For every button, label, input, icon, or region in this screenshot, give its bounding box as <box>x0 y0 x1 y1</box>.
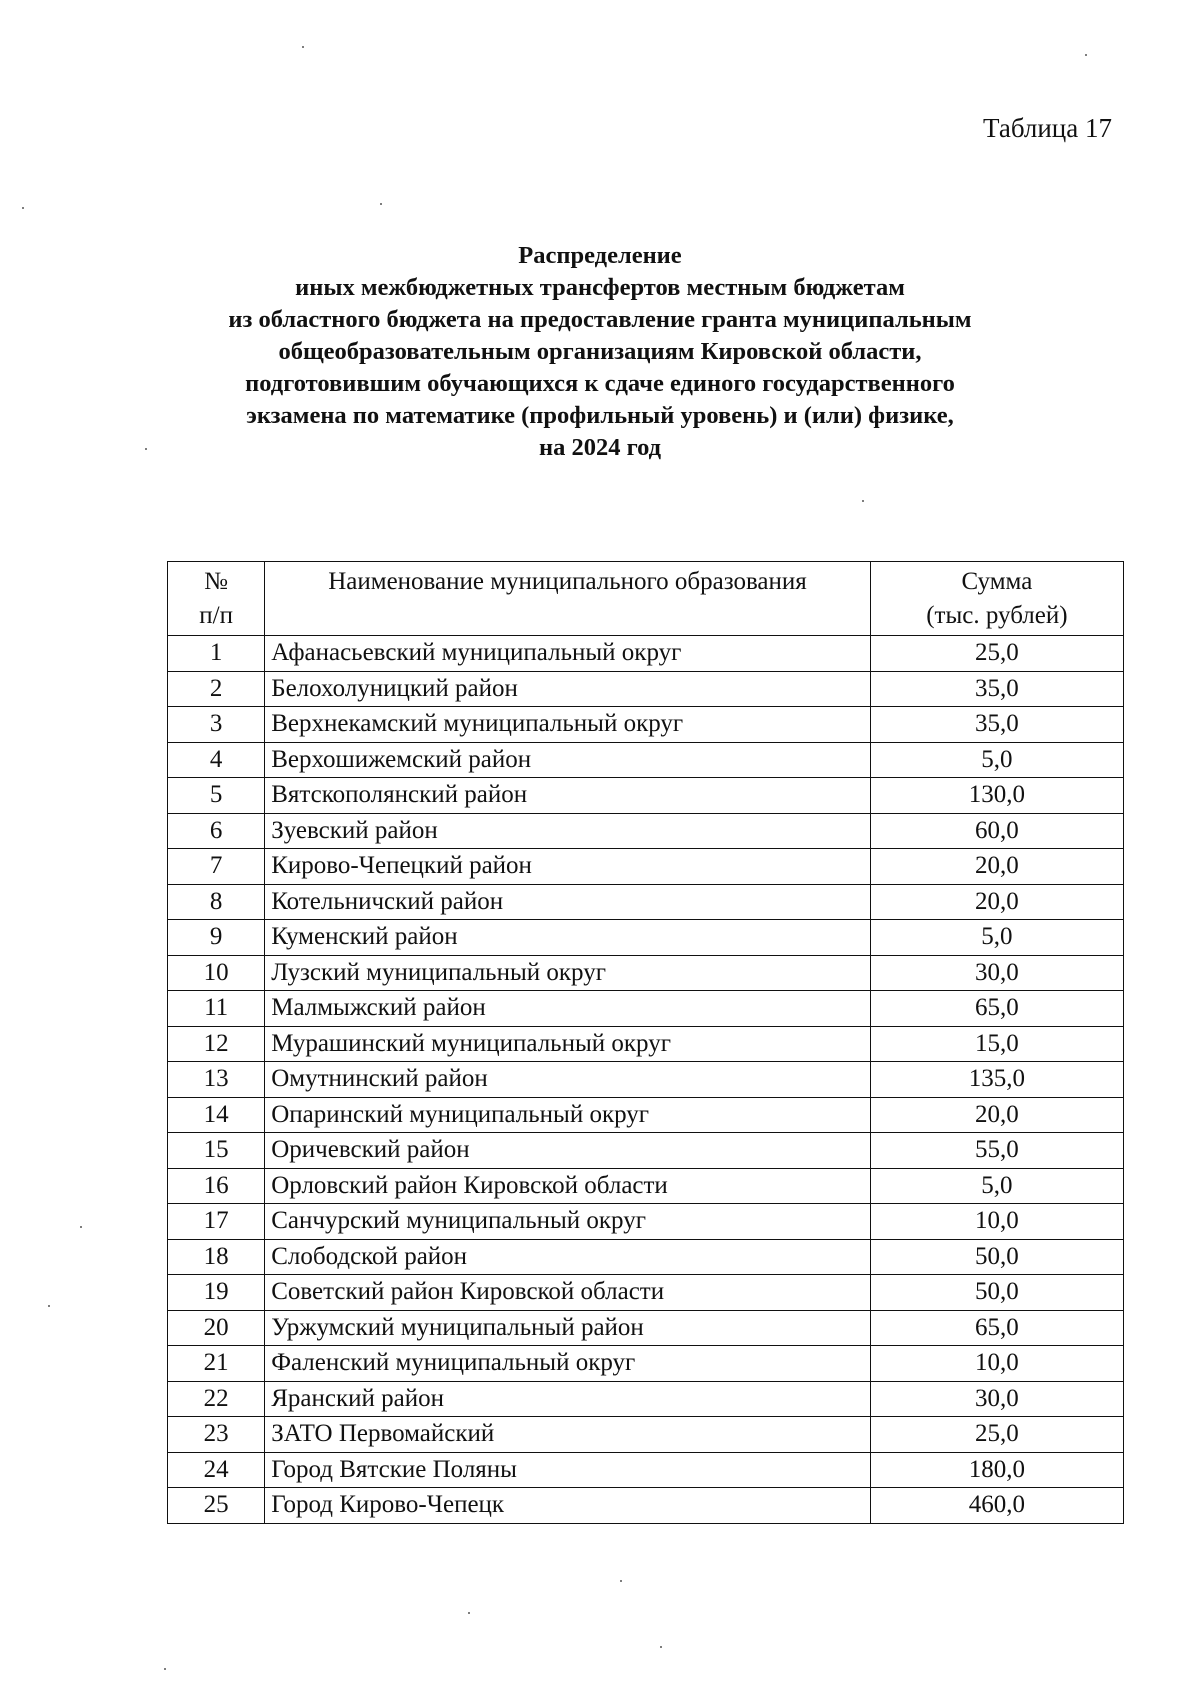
municipality-name-cell: ЗАТО Первомайский <box>265 1417 871 1453</box>
table-row <box>168 742 1124 778</box>
scan-speck <box>862 500 864 502</box>
table-row <box>168 1168 1124 1204</box>
table-row <box>168 813 1124 849</box>
amount-cell: 35,0 <box>870 671 1123 707</box>
municipality-name-cell: Советский район Кировской области <box>265 1275 871 1311</box>
table-row <box>168 1097 1124 1133</box>
scan-speck <box>620 1580 622 1582</box>
row-number-cell: 25 <box>168 1488 265 1524</box>
scan-speck <box>302 46 304 48</box>
amount-cell: 55,0 <box>870 1133 1123 1169</box>
column-header-name: Наименование муниципального образования <box>265 562 871 636</box>
row-number-cell: 11 <box>168 991 265 1027</box>
scan-speck <box>48 1305 50 1307</box>
column-header-sum <box>870 562 1123 636</box>
scan-speck <box>22 207 24 209</box>
scan-speck <box>164 1668 166 1670</box>
amount-cell: 460,0 <box>870 1488 1123 1524</box>
table-row <box>168 1381 1124 1417</box>
row-number-cell: 7 <box>168 849 265 885</box>
municipality-name-cell: Белохолуницкий район <box>265 671 871 707</box>
municipality-name-cell: Город Кирово-Чепецк <box>265 1488 871 1524</box>
amount-cell: 50,0 <box>870 1239 1123 1275</box>
row-number-cell: 20 <box>168 1310 265 1346</box>
row-number-cell: 4 <box>168 742 265 778</box>
heading-line: иных межбюджетных трансфертов местным бюджетам <box>295 274 905 301</box>
row-number-cell: 8 <box>168 884 265 920</box>
row-number-cell: 3 <box>168 707 265 743</box>
municipality-name-cell: Верхнекамский муниципальный округ <box>265 707 871 743</box>
amount-cell: 35,0 <box>870 707 1123 743</box>
municipality-name-cell: Верхошижемский район <box>265 742 871 778</box>
amount-cell: 20,0 <box>870 1097 1123 1133</box>
municipality-name-cell: Орловский район Кировской области <box>265 1168 871 1204</box>
row-number-cell: 13 <box>168 1062 265 1098</box>
table-row <box>168 955 1124 991</box>
table-row <box>168 707 1124 743</box>
municipality-name-cell: Фаленский муниципальный округ <box>265 1346 871 1382</box>
document-heading <box>150 240 1050 464</box>
municipality-name-cell: Мурашинский муниципальный округ <box>265 1026 871 1062</box>
amount-cell: 10,0 <box>870 1346 1123 1382</box>
table-row <box>168 1346 1124 1382</box>
municipality-name-cell: Санчурский муниципальный округ <box>265 1204 871 1240</box>
amount-cell: 65,0 <box>870 1310 1123 1346</box>
table-row <box>168 920 1124 956</box>
table-row <box>168 1239 1124 1275</box>
amount-cell: 65,0 <box>870 991 1123 1027</box>
amount-cell: 180,0 <box>870 1452 1123 1488</box>
heading-line: экзамена по математике (профильный уровень) и (или) физике, <box>246 402 954 429</box>
table-row <box>168 778 1124 814</box>
table-label: Таблица 17 <box>983 113 1112 143</box>
row-number-cell: 21 <box>168 1346 265 1382</box>
municipality-name-cell: Яранский район <box>265 1381 871 1417</box>
amount-cell: 20,0 <box>870 849 1123 885</box>
scan-speck <box>660 1646 662 1648</box>
amount-cell: 135,0 <box>870 1062 1123 1098</box>
table-row <box>168 1417 1124 1453</box>
table-row <box>168 1062 1124 1098</box>
scan-speck <box>1085 54 1087 56</box>
municipality-name-cell: Куменский район <box>265 920 871 956</box>
table-row <box>168 1488 1124 1524</box>
row-number-cell: 18 <box>168 1239 265 1275</box>
table-row <box>168 636 1124 672</box>
amount-cell: 25,0 <box>870 636 1123 672</box>
heading-line: на 2024 год <box>538 434 662 461</box>
scan-speck <box>468 1612 470 1614</box>
municipality-name-cell: Опаринский муниципальный округ <box>265 1097 871 1133</box>
row-number-cell: 23 <box>168 1417 265 1453</box>
row-number-cell: 15 <box>168 1133 265 1169</box>
amount-cell: 30,0 <box>870 1381 1123 1417</box>
row-number-cell: 24 <box>168 1452 265 1488</box>
municipality-name-cell: Афанасьевский муниципальный округ <box>265 636 871 672</box>
column-header-number <box>168 562 265 636</box>
row-number-cell: 12 <box>168 1026 265 1062</box>
municipality-name-cell: Вятскополянский район <box>265 778 871 814</box>
row-number-cell: 17 <box>168 1204 265 1240</box>
row-number-cell: 16 <box>168 1168 265 1204</box>
municipality-name-cell: Оричевский район <box>265 1133 871 1169</box>
municipality-name-cell: Омутнинский район <box>265 1062 871 1098</box>
municipality-name-cell: Слободской район <box>265 1239 871 1275</box>
table-row <box>168 849 1124 885</box>
column-header-number-line1: № <box>204 568 229 595</box>
column-header-number-line2: п/п <box>199 602 233 629</box>
municipality-name-cell: Город Вятские Поляны <box>265 1452 871 1488</box>
heading-line: из областного бюджета на предоставление гранта муниципальным <box>228 306 972 333</box>
heading-line: Распределение <box>518 242 682 269</box>
amount-cell: 20,0 <box>870 884 1123 920</box>
amount-cell: 25,0 <box>870 1417 1123 1453</box>
column-header-sum-line2: (тыс. рублей) <box>926 602 1068 629</box>
amount-cell: 5,0 <box>870 1168 1123 1204</box>
row-number-cell: 2 <box>168 671 265 707</box>
row-number-cell: 1 <box>168 636 265 672</box>
municipality-name-cell: Уржумский муниципальный район <box>265 1310 871 1346</box>
row-number-cell: 14 <box>168 1097 265 1133</box>
table-row <box>168 1204 1124 1240</box>
table-row <box>168 1452 1124 1488</box>
amount-cell: 5,0 <box>870 920 1123 956</box>
municipality-name-cell: Кирово-Чепецкий район <box>265 849 871 885</box>
scan-speck <box>145 448 147 450</box>
table-row <box>168 671 1124 707</box>
municipality-name-cell: Малмыжский район <box>265 991 871 1027</box>
table-body <box>168 636 1124 1524</box>
municipality-name-cell: Котельничский район <box>265 884 871 920</box>
table-row <box>168 1133 1124 1169</box>
row-number-cell: 22 <box>168 1381 265 1417</box>
table-row <box>168 884 1124 920</box>
table-row <box>168 991 1124 1027</box>
distribution-table <box>167 561 1124 1524</box>
amount-cell: 50,0 <box>870 1275 1123 1311</box>
scan-speck <box>380 203 382 205</box>
row-number-cell: 6 <box>168 813 265 849</box>
row-number-cell: 10 <box>168 955 265 991</box>
table-row <box>168 1275 1124 1311</box>
row-number-cell: 9 <box>168 920 265 956</box>
row-number-cell: 5 <box>168 778 265 814</box>
amount-cell: 30,0 <box>870 955 1123 991</box>
table-row <box>168 1026 1124 1062</box>
table-row <box>168 1310 1124 1346</box>
amount-cell: 10,0 <box>870 1204 1123 1240</box>
amount-cell: 60,0 <box>870 813 1123 849</box>
heading-line: подготовившим обучающихся к сдаче единого государственного <box>245 370 955 397</box>
municipality-name-cell: Зуевский район <box>265 813 871 849</box>
scan-speck <box>80 1226 82 1228</box>
municipality-name-cell: Лузский муниципальный округ <box>265 955 871 991</box>
heading-line: общеобразовательным организациям Кировской области, <box>278 338 922 365</box>
amount-cell: 130,0 <box>870 778 1123 814</box>
column-header-sum-line1: Сумма <box>961 568 1033 595</box>
amount-cell: 5,0 <box>870 742 1123 778</box>
row-number-cell: 19 <box>168 1275 265 1311</box>
table-header-row <box>168 562 1124 636</box>
amount-cell: 15,0 <box>870 1026 1123 1062</box>
